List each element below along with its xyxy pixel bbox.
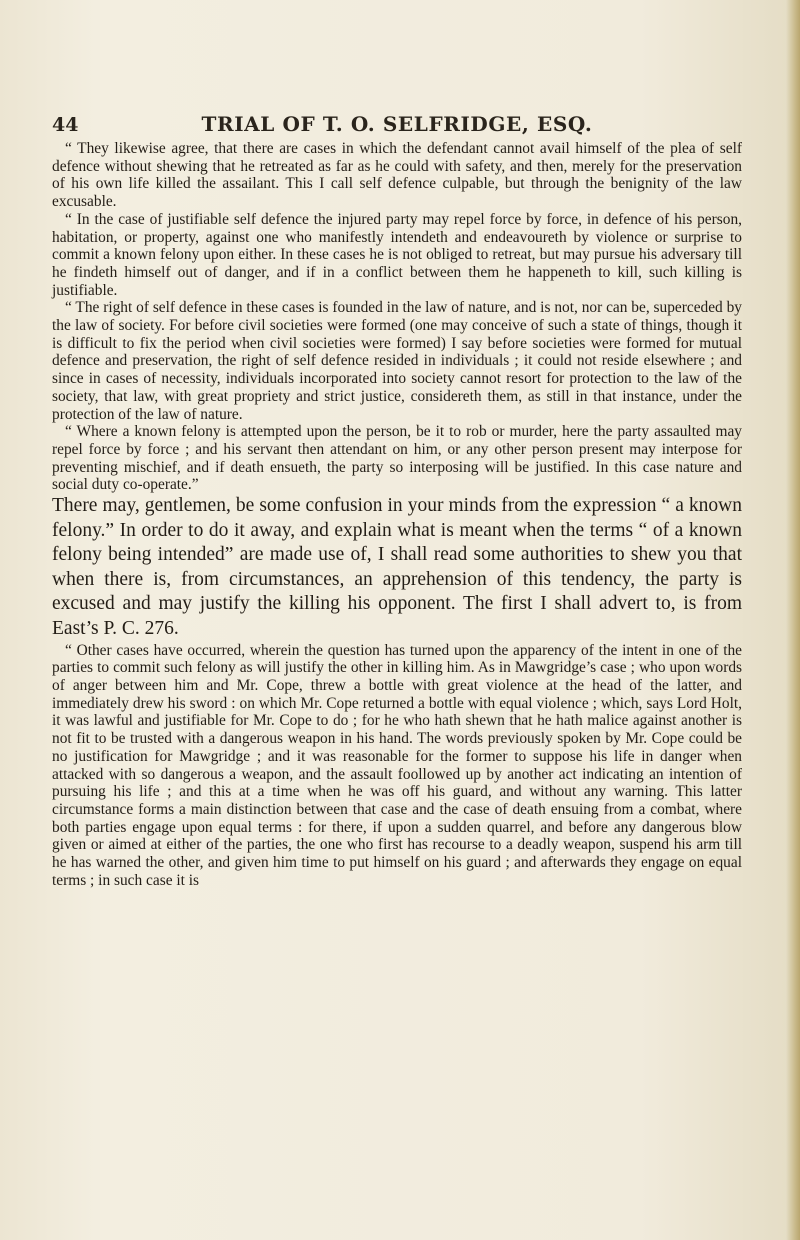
running-title: TRIAL OF T. O. SELFRIDGE, ESQ. (201, 112, 593, 136)
quote-paragraph: “ Where a known felony is attempted upon the person, be it to rob or murder, here the party assaulted may repel force by force ; and his servant then attendant on him, or any other person present may interpose for preventing mischief, and if death ensueth, the party so interposing will be justified. In this case nature and social duty co-operate.” (52, 423, 742, 494)
quote-paragraph: “ They likewise agree, that there are cases in which the defendant cannot avail himself of the plea of self defence without shewing that he retreated as far as he could with safety, and then, merely for the preservation of his own life killed the assailant. This I call self defence culpable, but through the benignity of the law excusable. (52, 140, 742, 211)
page-body (52, 140, 742, 889)
page-edge-shadow (786, 0, 800, 1240)
quote-paragraph: “ Other cases have occurred, wherein the question has turned upon the apparency of the intent in one of the parties to commit such felony as will justify the other in killing him. As in Mawgridge’s case ; who upon words of anger between him and Mr. Cope, threw a bottle with great violence at the head of the latter, and immediately drew his sword : on which Mr. Cope returned a bottle with equal violence ; which, says Lord Holt, it was lawful and justifiable for Mr. Cope to do ; for he who hath shewn that he hath malice against another is not fit to be trusted with a dangerous weapon in his hand. The words previously spoken by Mr. Cope could be no justification for Mawgridge ; and it was reasonable for the former to suppose his life in danger when attacked with so dangerous a weapon, and the assault foollowed up by another act indicating an intention of pursuing his life ; and this at a time when he was off his guard, and without any warning. This latter circumstance forms a main distinction between that case and the case of death ensuing from a combat, where both parties engage upon equal terms : for there, if upon a sudden quarrel, and before any dangerous blow given or aimed at either of the parties, the one who first has recourse to a deadly weapon, suspend his arm till he has warned the other, and given him time to put himself on his guard ; and afterwards they engage on equal terms ; in such case it is (52, 641, 742, 889)
quote-paragraph: “ In the case of justifiable self defence the injured party may repel force by force, in defence of his person, habitation, or property, against one who manifestly intendeth and endeavoureth by violence or surprise to commit a known felony upon either. In these cases he is not obliged to retreat, but may pursue his adversary till he findeth himself out of danger, and if in a conflict between them he happeneth to kill, such killing is justifiable. (52, 210, 742, 299)
counsel-address (52, 494, 742, 642)
quote-paragraph: “ The right of self defence in these cases is founded in the law of nature, and is not, nor can be, superceded by the law of society. For before civil societies were formed (one may conceive of such a state of things, though it is difficult to fix the period when civil societies were formed) I say before societies were formed for mutual defence and preservation, the right of self defence resided in individuals ; it could not reside elsewhere ; and since in cases of necessity, individuals incorporated into society cannot resort for protection to the law of the society, that law, with great propriety and strict justice, considereth them, as still in that instance, under the protection of the law of nature. (52, 299, 742, 423)
quoted-passage-2 (52, 642, 742, 890)
main-paragraph: There may, gentlemen, be some confusion in your minds from the expression “ a known felony.” In order to do it away, and explain what is meant when the terms “ of a known felony being intended” are made use of, I shall read some authorities to shew you that when there is, from circumstances, an apprehension of this tendency, the party is excused and may justify the killing his opponent. The first I shall advert to, is from East’s P. C. 276. (52, 495, 742, 640)
quoted-passage-1 (52, 140, 742, 494)
page-header (52, 110, 742, 140)
page-number: 44 (52, 114, 79, 136)
